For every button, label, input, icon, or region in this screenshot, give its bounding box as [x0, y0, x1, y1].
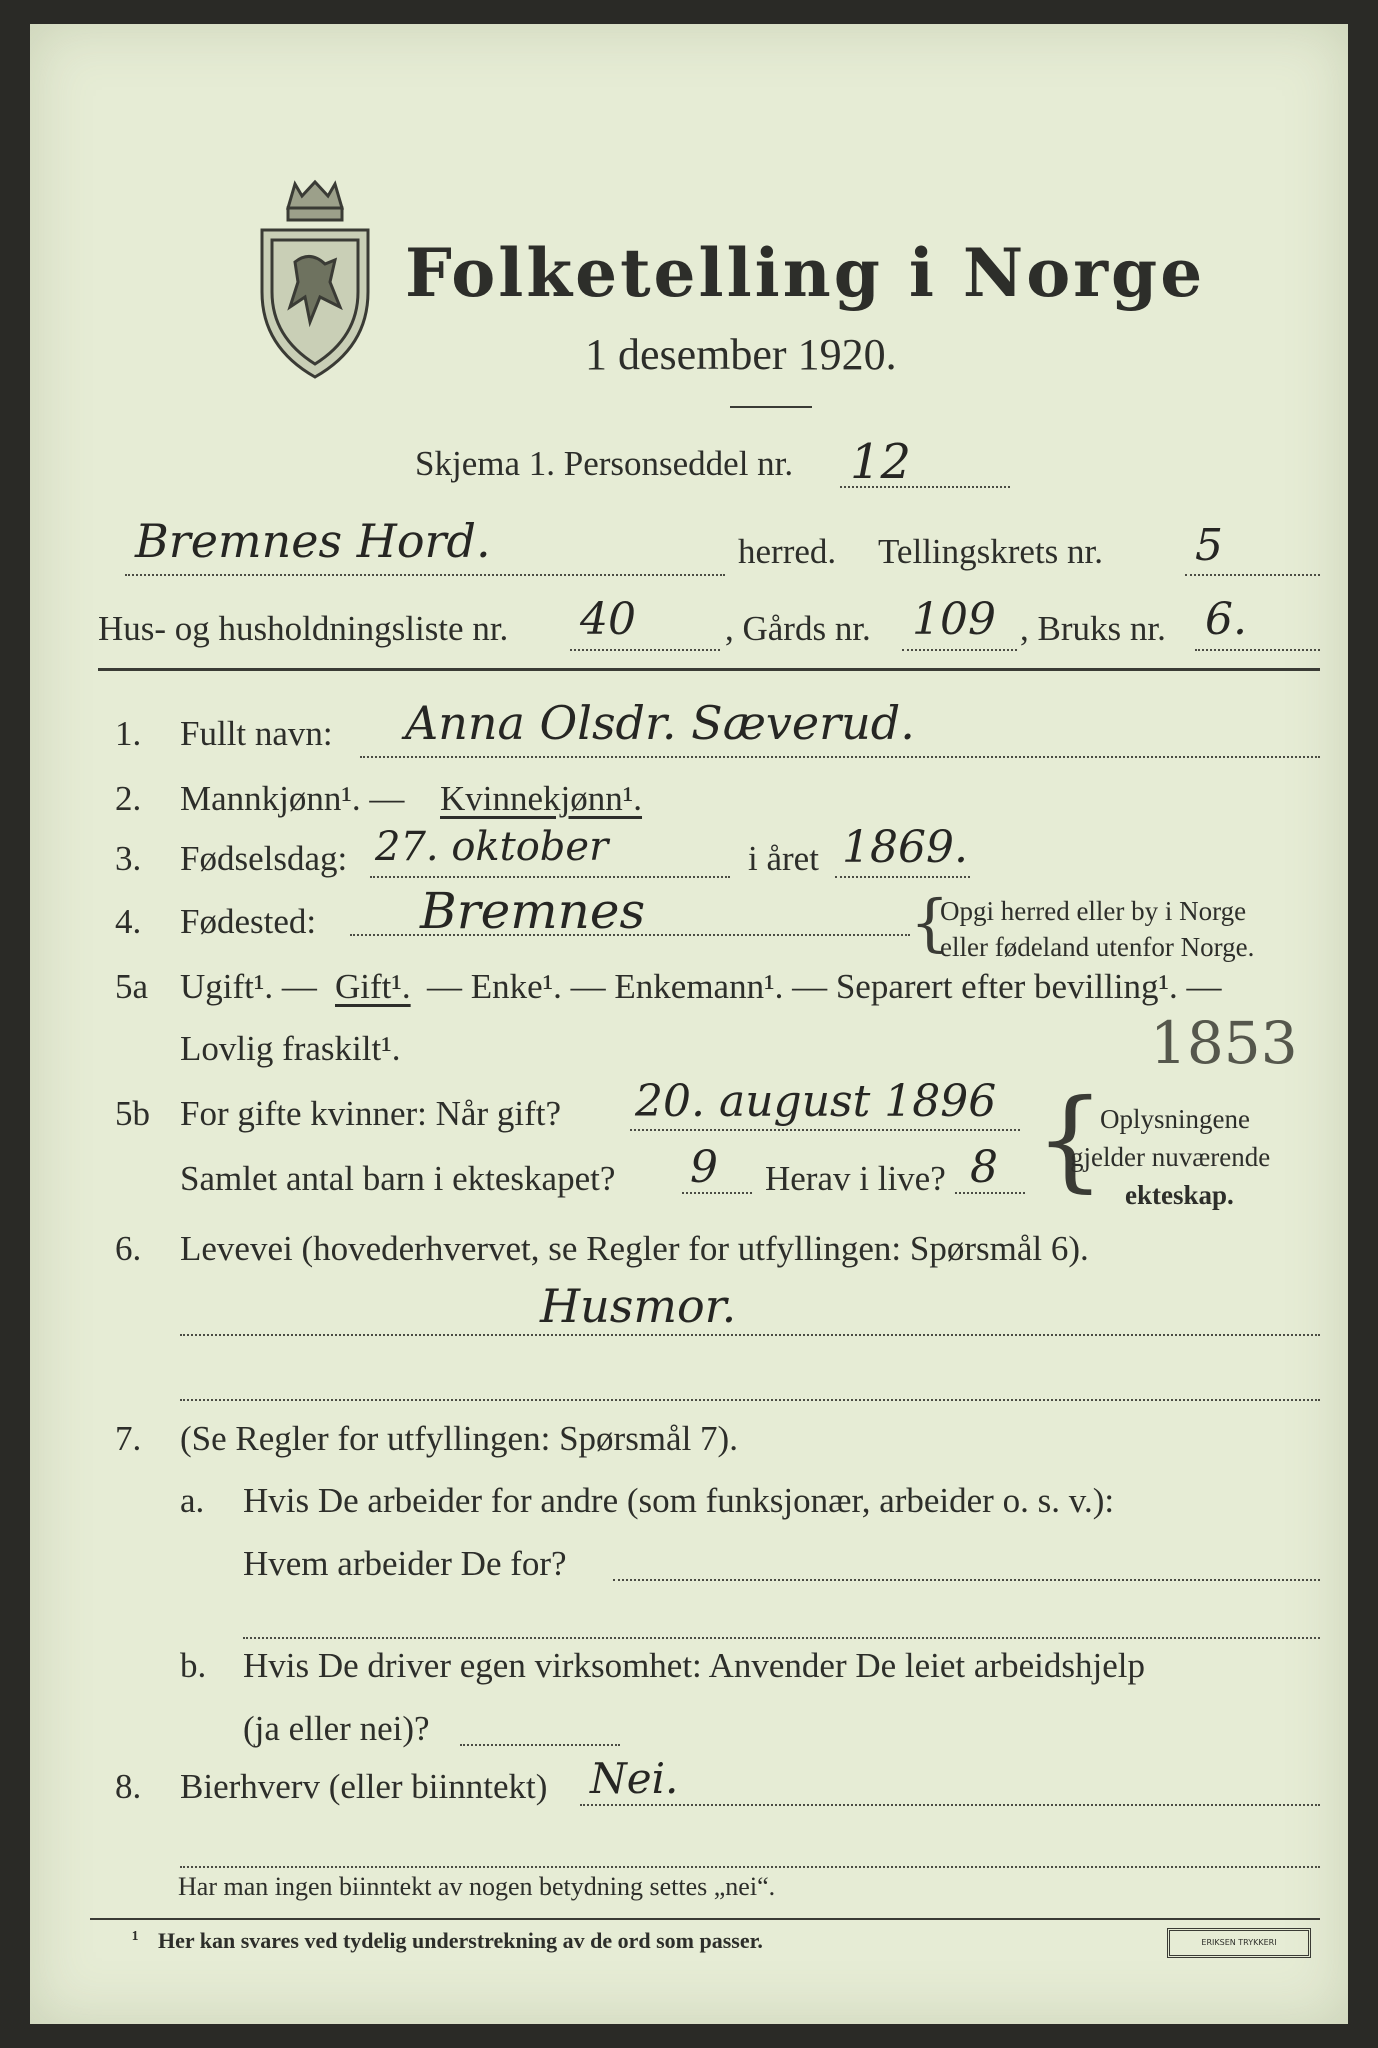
q4-birthplace-value: Bremnes [420, 882, 646, 940]
q5b-alive-value: 8 [970, 1142, 998, 1193]
q2-number: 2. [115, 779, 142, 818]
footnote-marker: ¹ [132, 1926, 139, 1951]
tellingskrets-value: 5 [1195, 520, 1223, 571]
q8-label: Bierhverv (eller biinntekt) [180, 1767, 548, 1806]
census-form: Folketelling i Norge 1 desember 1920. Skjema 1. Personseddel nr. 12 Bremnes Hord. herred. Tellingskrets nr. 5 Hus- og husholdningsliste nr. 40 , Gårds nr. 109 , Bruks nr. 6. 1. Fullt navn: Anna Olsdr. Sæverud. 2. Mannkjønn¹. — Kvinnekjønn¹. 3. Fødselsdag: 27. oktober i året 1869. 4. Fødested: Bremnes { Opgi herred eller by i Norge eller fødeland utenfor Norge. 5a Ugift¹. — Gift¹. — Enke¹. — Enkemann¹. — Separert efter bevilling¹. — Lovlig fraskilt¹. 1853 5b For gifte kvinner: Når gift? 20. august 1896 Samlet antal barn i ekteskapet? 9 Herav i live? 8 { Oplysningene gjelder nuværende ekteskap. 6. Levevei (hovederhvervet, se Regler for utfyllingen: Spørsmål 6). Husmor. 7. (Se Regler for utfyllingen: Spørsmål 7). a. Hvis De arbeider for andre (som funksjonær, arbeider o. s. v.): Hvem arbeider De for? b. Hvis De driver egen virksomhet: Anvender De leiet arbeidshjelp (ja eller nei)? 8. Bierhverv (eller biinntekt) Nei. Har man ingen biinntekt av nogen betydning settes „nei“. ¹ Her kan svares ved tydelig understrekning av de ord som passer. ERIKSEN TRYKKERI [30, 24, 1348, 2024]
gards-value: 109 [912, 594, 996, 645]
q5b-children-value: 9 [690, 1142, 718, 1193]
q6-label: Levevei (hovederhvervet, se Regler for utfyllingen: Spørsmål 6). [180, 1229, 1089, 1268]
q3-year-value: 1869. [842, 822, 968, 873]
q3-year-label: i året [748, 839, 819, 878]
q5a-line2: Lovlig fraskilt¹. [180, 1029, 401, 1068]
q5a-gift-option: Gift¹. [335, 967, 411, 1006]
q5b-married-label: For gifte kvinner: Når gift? [180, 1094, 562, 1133]
q3-number: 3. [115, 839, 142, 878]
page-title: Folketelling i Norge [405, 234, 1206, 312]
herred-label: herred. [738, 532, 837, 571]
hus-value: 40 [580, 594, 636, 645]
q1-label: Fullt navn: [180, 714, 333, 753]
skjema-label: Skjema 1. Personseddel nr. [415, 444, 794, 483]
personseddel-nr-value: 12 [850, 434, 912, 490]
q5b-married-date-value: 20. august 1896 [635, 1076, 997, 1127]
q6-number: 6. [115, 1229, 142, 1268]
q7a-letter: a. [180, 1481, 205, 1520]
q2-female-option: Kvinnekjønn¹. [440, 779, 643, 818]
q5b-note-line3: ekteskap. [1125, 1180, 1234, 1210]
coat-of-arms-icon [250, 172, 380, 382]
q7-label: (Se Regler for utfyllingen: Spørsmål 7). [180, 1419, 738, 1458]
bruks-value: 6. [1205, 594, 1247, 645]
q8-side-income-value: Nei. [590, 1754, 679, 1803]
q7b-label: Hvis De driver egen virksomhet: Anvender De leiet arbeidshjelp [243, 1646, 1145, 1685]
q1-number: 1. [115, 714, 142, 753]
footnote-text: Her kan svares ved tydelig understrekning av de ord som passer. [158, 1928, 763, 1953]
printer-stamp-text: ERIKSEN TRYKKERI [1201, 1938, 1277, 1947]
margin-note-year: 1853 [1150, 1009, 1298, 1077]
q7-number: 7. [115, 1419, 142, 1458]
q4-number: 4. [115, 902, 142, 941]
q3-label: Fødselsdag: [180, 839, 348, 878]
q6-occupation-value: Husmor. [540, 1279, 737, 1333]
bruks-label: , Bruks nr. [1020, 609, 1166, 648]
q7b-letter: b. [180, 1646, 207, 1685]
q3-day-value: 27. oktober [375, 824, 609, 870]
q4-label: Fødested: [180, 902, 317, 941]
census-date: 1 desember 1920. [585, 330, 897, 379]
q5a-ugift-option: Ugift¹. — [180, 967, 317, 1006]
q5b-alive-label: Herav i live? [765, 1159, 946, 1198]
q5b-note-line1: Oplysningene [1100, 1104, 1250, 1134]
q7a-employer-label: Hvem arbeider De for? [243, 1544, 567, 1583]
q5b-number: 5b [115, 1094, 150, 1133]
tellingskrets-label: Tellingskrets nr. [878, 532, 1104, 571]
q7a-label: Hvis De arbeider for andre (som funksjonær, arbeider o. s. v.): [243, 1481, 1115, 1520]
q4-note-line1: Opgi herred eller by i Norge [940, 896, 1247, 926]
q5a-number: 5a [115, 967, 149, 1006]
printer-stamp [1167, 1928, 1311, 1958]
q7b-yes-no-label: (ja eller nei)? [243, 1709, 430, 1748]
q8-number: 8. [115, 1767, 142, 1806]
q5b-note-line2: gjelder nuværende [1070, 1142, 1271, 1172]
q1-full-name-value: Anna Olsdr. Sæverud. [405, 696, 915, 750]
q5a-other-options: — Enke¹. — Enkemann¹. — Separert efter bevilling¹. — [427, 967, 1222, 1006]
gards-label: , Gårds nr. [725, 609, 871, 648]
hus-label: Hus- og husholdningsliste nr. [98, 609, 509, 648]
q4-note-line2: eller fødeland utenfor Norge. [940, 932, 1255, 962]
footer-note: Har man ingen biinntekt av nogen betydning settes „nei“. [178, 1872, 776, 1901]
q2-male-option: Mannkjønn¹. — [180, 779, 405, 818]
herred-value: Bremnes Hord. [135, 514, 491, 568]
q5b-children-label: Samlet antal barn i ekteskapet? [180, 1159, 616, 1198]
